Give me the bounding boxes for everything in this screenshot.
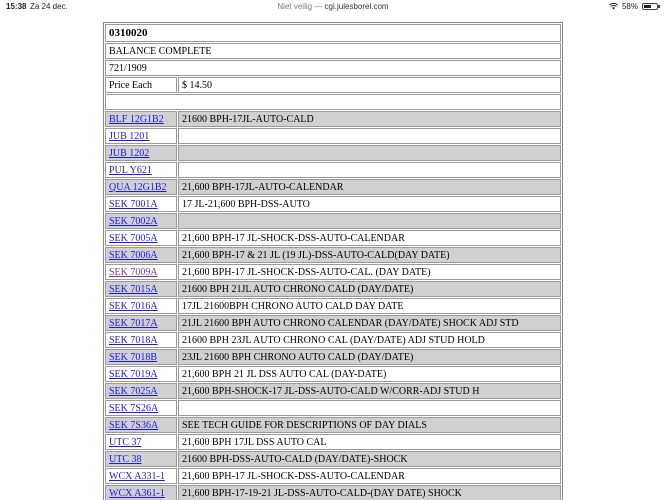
- ref-link[interactable]: SEK 7016A: [109, 300, 158, 312]
- ref-link[interactable]: WCX A361-1: [109, 487, 165, 499]
- desc-cell: 21,600 BPH 17JL DSS AUTO CAL: [178, 434, 561, 450]
- desc-cell: 21,600 BPH-SHOCK-17 JL-DSS-AUTO-CALD W/CORR-ADJ STUD H: [178, 383, 561, 399]
- price-row: [105, 77, 561, 93]
- desc-cell: 21,600 BPH-17 JL-SHOCK-DSS-AUTO-CALENDAR: [178, 230, 561, 246]
- desc-cell: 21,600 BPH 21 JL DSS AUTO CAL (DAY-DATE): [178, 366, 561, 382]
- model-row: [105, 24, 561, 42]
- ref-link[interactable]: SEK 7006A: [109, 249, 158, 261]
- table-row: [105, 128, 561, 144]
- table-row: [105, 315, 561, 331]
- ref-cell: [105, 298, 177, 314]
- desc-cell: 17 JL-21,600 BPH-DSS-AUTO: [178, 196, 561, 212]
- table-row: [105, 383, 561, 399]
- desc-cell: 17JL 21600BPH CHRONO AUTO CALD DAY DATE: [178, 298, 561, 314]
- desc-cell: 21,600 BPH-17 JL-SHOCK-DSS-AUTO-CALENDAR: [178, 468, 561, 484]
- table-row: [105, 213, 561, 229]
- ref-link[interactable]: BLF 12G1B2: [109, 113, 164, 125]
- ref-cell: [105, 383, 177, 399]
- desc-cell: [178, 145, 561, 161]
- ref-link[interactable]: JUB 1201: [109, 130, 150, 142]
- table-row: [105, 162, 561, 178]
- product-code: 721/1909: [105, 60, 561, 76]
- parts-table: [103, 22, 563, 500]
- ref-link[interactable]: SEK 7019A: [109, 368, 158, 380]
- ref-cell: [105, 451, 177, 467]
- ref-cell: [105, 281, 177, 297]
- table-row: [105, 145, 561, 161]
- desc-cell: [178, 400, 561, 416]
- ref-link[interactable]: SEK 7005A: [109, 232, 158, 244]
- table-row: [105, 349, 561, 365]
- wifi-icon: [609, 3, 618, 10]
- status-date: Za 24 dec.: [30, 2, 68, 11]
- battery-percent: 58%: [621, 2, 638, 11]
- ref-link[interactable]: SEK 7018A: [109, 334, 158, 346]
- ref-link[interactable]: SEK 7002A: [109, 215, 158, 227]
- ref-link[interactable]: PUL Y621: [109, 164, 152, 176]
- ref-cell: [105, 111, 177, 127]
- ref-cell: [105, 417, 177, 433]
- address-bar[interactable]: [0, 2, 666, 11]
- table-row: [105, 179, 561, 195]
- ref-cell: [105, 349, 177, 365]
- price-label: Price Each: [105, 77, 177, 93]
- desc-cell: 21JL 21600 BPH AUTO CHRONO CALENDAR (DAY/DATE) SHOCK ADJ STD: [178, 315, 561, 331]
- table-row: [105, 230, 561, 246]
- ref-cell: [105, 366, 177, 382]
- ref-link[interactable]: SEK 7S36A: [109, 419, 159, 431]
- table-row: [105, 247, 561, 263]
- ref-cell: [105, 196, 177, 212]
- security-warning: Niet veilig —: [277, 2, 323, 11]
- spacer-row: [105, 94, 561, 110]
- ref-cell: [105, 400, 177, 416]
- desc-cell: 21,600 BPH-17 JL-SHOCK-DSS-AUTO-CAL. (DAY DATE): [178, 264, 561, 280]
- ref-link[interactable]: UTC 37: [109, 436, 142, 448]
- ref-link[interactable]: QUA 12G1B2: [109, 181, 167, 193]
- desc-cell: 21600 BPH 23JL AUTO CHRONO CAL (DAY/DATE) ADJ STUD HOLD: [178, 332, 561, 348]
- table-row: [105, 332, 561, 348]
- table-row: [105, 417, 561, 433]
- table-row: [105, 196, 561, 212]
- desc-cell: 23JL 21600 BPH CHRONO AUTO CALD (DAY/DATE): [178, 349, 561, 365]
- ref-cell: [105, 485, 177, 500]
- table-row: [105, 400, 561, 416]
- product-name: BALANCE COMPLETE: [105, 43, 561, 59]
- ref-link[interactable]: SEK 7015A: [109, 283, 158, 295]
- status-bar: [0, 0, 666, 14]
- table-row: [105, 366, 561, 382]
- desc-cell: 21,600 BPH-17JL-AUTO-CALENDAR: [178, 179, 561, 195]
- table-row: [105, 468, 561, 484]
- ref-link[interactable]: SEK 7018B: [109, 351, 158, 363]
- code-row: [105, 60, 561, 76]
- model-number: 0310020: [105, 24, 561, 42]
- table-row: [105, 434, 561, 450]
- ref-cell: [105, 247, 177, 263]
- ref-cell: [105, 434, 177, 450]
- ref-link[interactable]: UTC 38: [109, 453, 142, 465]
- desc-cell: 21600 BPH-17JL-AUTO-CALD: [178, 111, 561, 127]
- page-content: [103, 22, 563, 500]
- ref-cell: [105, 145, 177, 161]
- name-row: [105, 43, 561, 59]
- status-time: 15:38: [6, 2, 27, 11]
- ref-cell: [105, 179, 177, 195]
- ref-cell: [105, 213, 177, 229]
- ref-cell: [105, 128, 177, 144]
- desc-cell: [178, 162, 561, 178]
- ref-cell: [105, 230, 177, 246]
- ref-link[interactable]: SEK 7017A: [109, 317, 158, 329]
- ref-link[interactable]: WCX A331-1: [109, 470, 165, 482]
- ref-cell: [105, 315, 177, 331]
- status-indicators: [609, 2, 658, 11]
- desc-cell: 21,600 BPH-17 & 21 JL (19 JL)-DSS-AUTO-CALD(DAY DATE): [178, 247, 561, 263]
- desc-cell: 21600 BPH-DSS-AUTO-CALD (DAY/DATE)-SHOCK: [178, 451, 561, 467]
- ref-link[interactable]: SEK 7009A: [109, 266, 158, 278]
- ref-cell: [105, 162, 177, 178]
- price-value: $ 14.50: [178, 77, 561, 93]
- ref-cell: [105, 264, 177, 280]
- table-row: [105, 111, 561, 127]
- battery-icon: [642, 3, 658, 10]
- table-row: [105, 485, 561, 500]
- table-row: [105, 281, 561, 297]
- desc-cell: [178, 213, 561, 229]
- table-row: [105, 298, 561, 314]
- desc-cell: SEE TECH GUIDE FOR DESCRIPTIONS OF DAY DIALS: [178, 417, 561, 433]
- desc-cell: [178, 128, 561, 144]
- desc-cell: 21600 BPH 21JL AUTO CHRONO CALD (DAY/DATE): [178, 281, 561, 297]
- ref-link[interactable]: SEK 7001A: [109, 198, 158, 210]
- desc-cell: 21,600 BPH-17-19-21 JL-DSS-AUTO-CALD-(DAY DATE) SHOCK: [178, 485, 561, 500]
- ref-cell: [105, 332, 177, 348]
- table-row: [105, 451, 561, 467]
- spacer-cell: [105, 94, 561, 110]
- url-host: cgi.julesborel.com: [324, 2, 389, 11]
- ref-cell: [105, 468, 177, 484]
- ref-link[interactable]: SEK 7025A: [109, 385, 158, 397]
- ref-link[interactable]: JUB 1202: [109, 147, 150, 159]
- table-row: [105, 264, 561, 280]
- ref-link[interactable]: SEK 7S26A: [109, 402, 159, 414]
